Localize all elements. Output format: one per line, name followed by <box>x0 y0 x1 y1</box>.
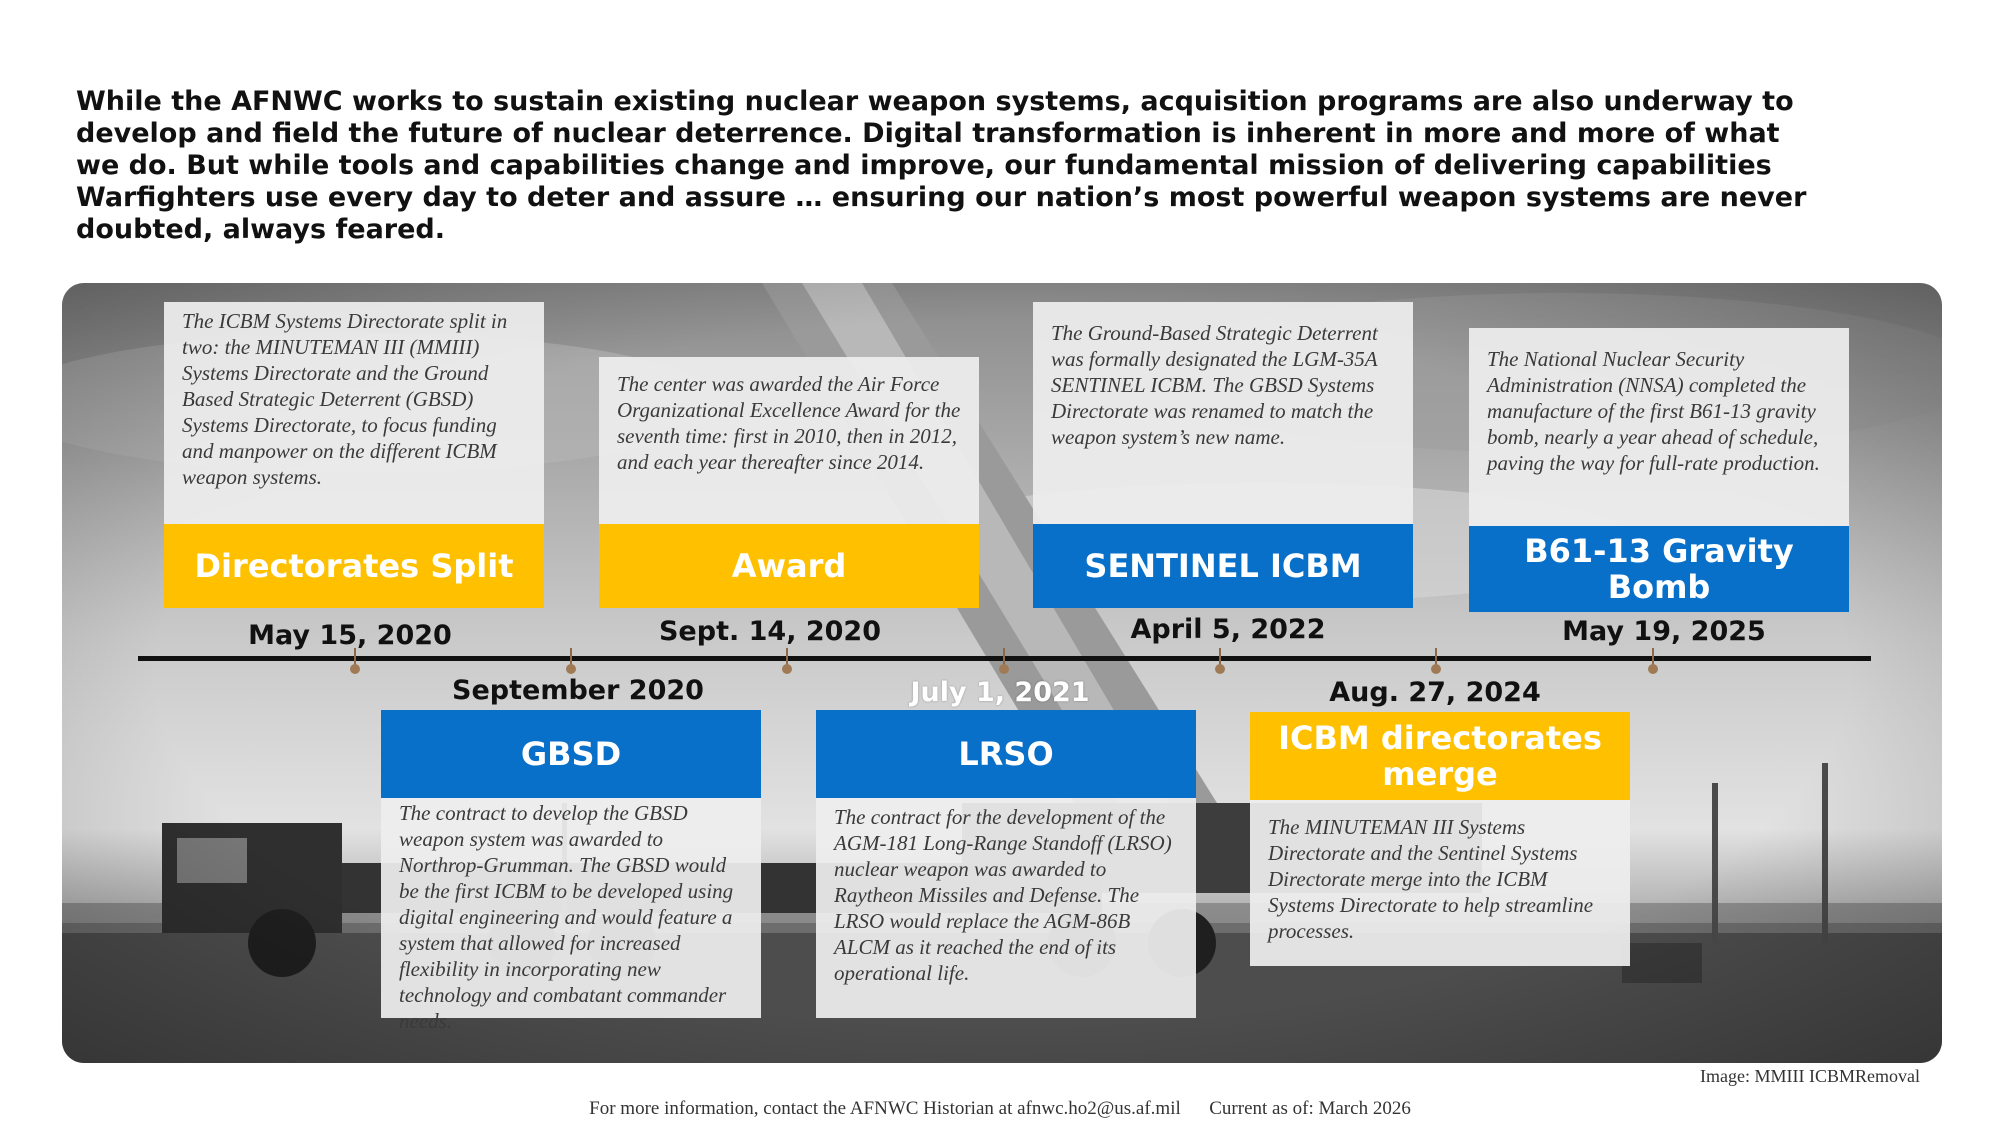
timeline-marker <box>1003 648 1005 670</box>
event-description: The Ground-Based Strategic Deterrent was formally designated the LGM-35A SENTINEL ICBM. The GBSD Systems Directorate was renamed to match the weapon system’s new name. <box>1033 302 1413 524</box>
event-date: September 2020 <box>452 675 704 706</box>
footer-contact: For more information, contact the AFNWC Historian at afnwc.ho2@us.af.mil Current as of: March 2026 <box>589 1098 1411 1119</box>
event-title-icbm-directorates-merge: ICBM directorates merge <box>1250 712 1630 800</box>
image-credit: Image: MMIII ICBMRemoval <box>1700 1066 1920 1086</box>
event-description: The ICBM Systems Directorate split in two: the MINUTEMAN III (MMIII) Systems Directorate and the Ground Based Strategic Deterrent (GBSD) Systems Directorate, to focus funding and manpower on the different ICBM weapon systems. <box>164 302 544 524</box>
event-date: April 5, 2022 <box>1130 614 1326 645</box>
event-title-gbsd: GBSD <box>381 710 761 798</box>
timeline-marker <box>786 648 788 670</box>
event-date: Sept. 14, 2020 <box>658 616 882 647</box>
event-title-directorates-split: Directorates Split <box>164 524 544 608</box>
event-description: The National Nuclear Security Administration (NNSA) completed the manufacture of the first B61-13 gravity bomb, nearly a year ahead of schedule, paving the way for full-rate production. <box>1469 328 1849 526</box>
event-title-lrso: LRSO <box>816 710 1196 798</box>
event-title-b61-13-gravity-bomb: B61-13 Gravity Bomb <box>1469 526 1849 612</box>
event-description: The contract to develop the GBSD weapon system was awarded to Northrop-Grumman. The GBSD would be the first ICBM to be developed using digital engineering and would feature a system that allowed for increased flexibility in incorporating new technology and combatant commander needs. <box>381 798 761 1018</box>
event-description: The MINUTEMAN III Systems Directorate and the Sentinel Systems Directorate merge into the ICBM Systems Directorate to help streamline processes. <box>1250 800 1630 966</box>
timeline-marker <box>1435 648 1437 670</box>
timeline-marker <box>570 648 572 670</box>
event-date: July 1, 2021 <box>910 677 1090 708</box>
event-date: May 15, 2020 <box>248 620 452 651</box>
timeline-marker <box>354 648 356 670</box>
intro-paragraph: While the AFNWC works to sustain existing nuclear weapon systems, acquisition programs are also underway to develop and field the future of nuclear deterrence. Digital transformation is inherent in more and more of what we do. But while tools and capabilities change and improve, our fundamental mission of delivering capabilities Warfighters use every day to deter and assure … ensuring our nation’s most powerful weapon systems are never doubted, always feared. <box>76 86 1807 245</box>
event-date: Aug. 27, 2024 <box>1329 677 1541 708</box>
event-description: The contract for the development of the AGM-181 Long-Range Standoff (LRSO) nuclear weapon was awarded to Raytheon Missiles and Defense. The LRSO would replace the AGM-86B ALCM as it reached the end of its operational life. <box>816 798 1196 1018</box>
event-title-award: Award <box>599 524 979 608</box>
event-description: The center was awarded the Air Force Organizational Excellence Award for the seventh time: first in 2010, then in 2012, and each year thereafter since 2014. <box>599 357 979 524</box>
timeline-marker <box>1219 648 1221 670</box>
event-title-sentinel-icbm: SENTINEL ICBM <box>1033 524 1413 608</box>
timeline-marker <box>1652 648 1654 670</box>
event-date: May 19, 2025 <box>1562 616 1766 647</box>
